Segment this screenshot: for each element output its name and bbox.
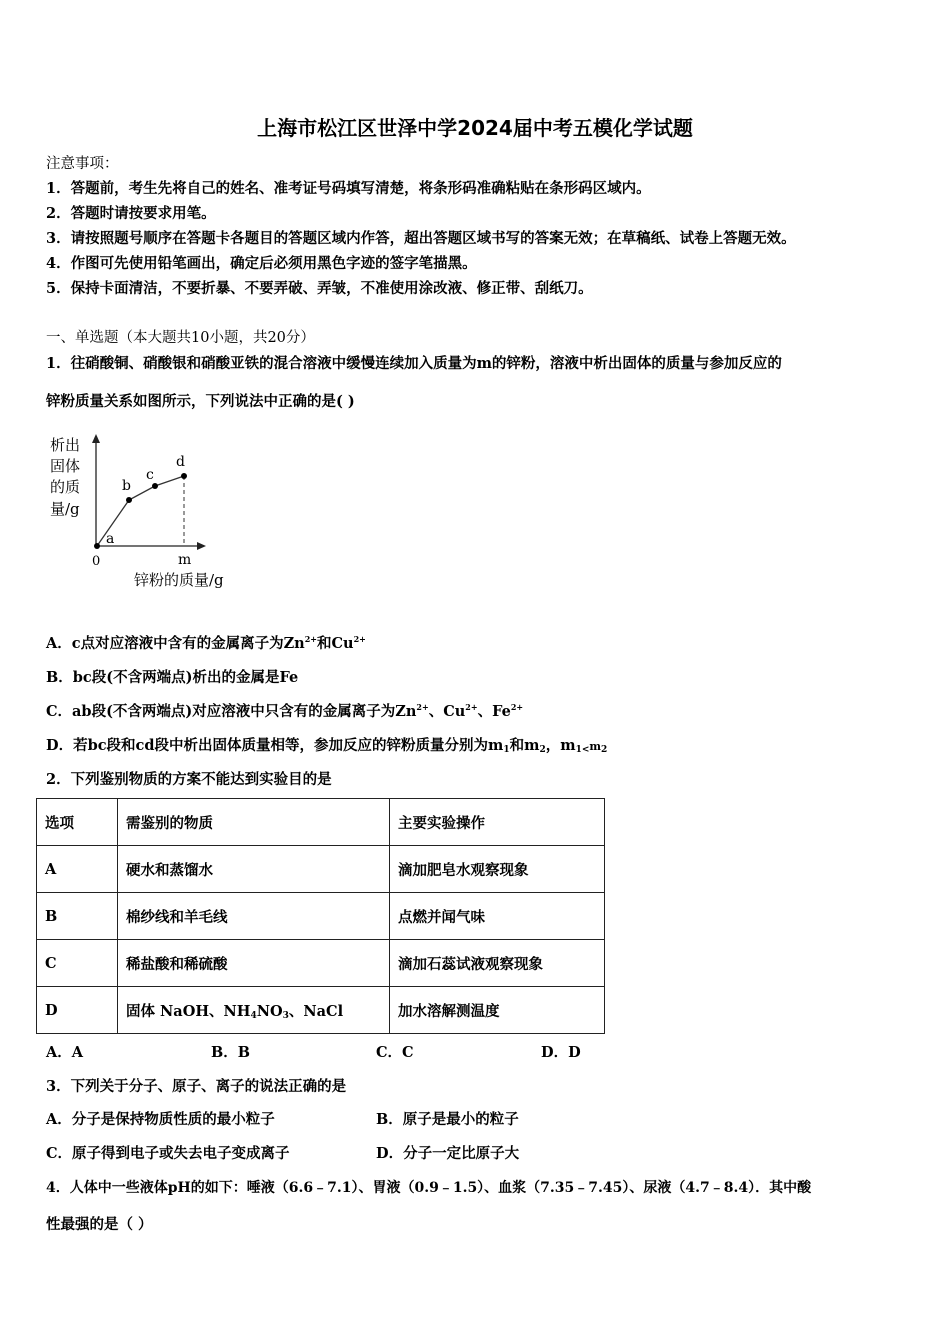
q2-stem: 2．下列鉴别物质的方案不能达到实验目的是 [46, 771, 332, 788]
q1-option-d[interactable]: D．若bc段和cd段中析出固体质量相等，参加反应的锌粉质量分别为$m_1$和$m_2$，$m_{1<}m_2$ [46, 737, 608, 755]
q1-stem-line1: 1．往硝酸铜、硝酸银和硝酸亚铁的混合溶液中缓慢连续加入质量为m的锌粉，溶液中析出固体的质量与参加反应的 [46, 355, 782, 372]
y-label-line: 的质 [50, 478, 81, 496]
y-label-line: 析出 [50, 436, 81, 454]
point-c [152, 483, 158, 489]
note-item: 1．答题前，考生先将自己的姓名、准考证号码填写清楚，将条形码准确粘贴在条形码区域内。 [46, 180, 651, 197]
q3-option-a[interactable]: A．分子是保持物质性质的最小粒子 [46, 1111, 275, 1128]
q1-option-a[interactable]: A．c点对应溶液中含有的金属离子为$Zn^{2+}$和$Cu^{2+}$ [46, 634, 366, 652]
q3-option-b[interactable]: B．原子是最小的粒子 [376, 1111, 519, 1128]
note-item: 2．答题时请按要求用笔。 [46, 205, 216, 222]
note-item: 3．请按照题号顺序在答题卡各题目的答题区域内作答，超出答题区域书写的答案无效；在草稿纸、试卷上答题无效。 [46, 230, 796, 247]
table-row [37, 987, 605, 1034]
q3-option-c[interactable]: C．原子得到电子或失去电子变成离子 [46, 1145, 290, 1162]
table-cell: D [37, 987, 118, 1034]
section-heading: 一、单选题（本大题共10小题，共20分） [46, 330, 315, 346]
x-mark-m: m [178, 552, 192, 568]
table-cell: B [37, 893, 118, 940]
q2-option-a[interactable]: A．A [46, 1044, 84, 1061]
q1-stem-line2: 锌粉质量关系如图所示，下列说法中正确的是( ) [46, 393, 355, 410]
page-title: 上海市松江区世泽中学2024届中考五模化学试题 [257, 116, 693, 140]
q4-stem-line1: 4．人体中一些液体pH的如下：唾液（6.6﹣7.1）、胃液（0.9﹣1.5）、血浆（7.35﹣7.45）、尿液（4.7﹣8.4）．其中酸 [46, 1180, 812, 1196]
table-cell: 点燃并闻气味 [390, 893, 605, 940]
label-a: a [106, 531, 115, 547]
label-d: d [176, 454, 185, 470]
table-cell: 棉纱线和羊毛线 [118, 893, 390, 940]
label-b: b [122, 478, 131, 494]
table-cell: A [37, 846, 118, 893]
table-header-cell: 主要实验操作 [390, 799, 605, 846]
q1-graph [40, 428, 250, 598]
label-c: c [146, 467, 154, 483]
notes-heading: 注意事项： [46, 156, 119, 172]
point-b [126, 497, 132, 503]
y-label-line: 量/g [50, 500, 80, 518]
x-axis-arrow [197, 542, 206, 550]
point-a [94, 543, 100, 549]
y-axis-arrow [92, 434, 100, 443]
q1-option-b[interactable]: B．bc段(不含两端点)析出的金属是Fe [46, 669, 299, 686]
table-cell: 稀盐酸和稀硫酸 [118, 940, 390, 987]
table-cell: 加水溶解测温度 [390, 987, 605, 1034]
q2-option-c[interactable]: C．C [376, 1044, 414, 1061]
table-cell: 固体 NaOH、$NH_4NO_3$、NaCl [118, 987, 390, 1034]
table-row [37, 893, 605, 940]
note-item: 4．作图可先使用铅笔画出，确定后必须用黑色字迹的签字笔描黑。 [46, 255, 477, 272]
origin-label: 0 [92, 554, 101, 569]
q2-option-b[interactable]: B．B [211, 1044, 251, 1061]
table-cell: 滴加肥皂水观察现象 [390, 846, 605, 893]
table-cell: 硬水和蒸馏水 [118, 846, 390, 893]
q2-table [36, 798, 605, 1034]
q4-stem-line2: 性最强的是（ ） [46, 1216, 153, 1233]
note-item: 5．保持卡面清洁，不要折暴、不要弄破、弄皱，不准使用涂改液、修正带、刮纸刀。 [46, 280, 593, 297]
table-cell: C [37, 940, 118, 987]
table-row [37, 940, 605, 987]
table-header-cell: 选项 [37, 799, 118, 846]
table-row [37, 846, 605, 893]
point-d [181, 473, 187, 479]
table-header-cell: 需鉴别的物质 [118, 799, 390, 846]
x-label: 锌粉的质量/g [134, 571, 224, 589]
y-label-line: 固体 [50, 457, 81, 475]
q2-option-d[interactable]: D．D [541, 1044, 581, 1061]
q3-stem: 3．下列关于分子、原子、离子的说法正确的是 [46, 1078, 347, 1095]
table-header-row [37, 799, 605, 846]
q1-option-c[interactable]: C．ab段(不含两端点)对应溶液中只含有的金属离子为$Zn^{2+}$、$Cu^{2+}$、$Fe^{2+}$ [46, 702, 524, 720]
q3-option-d[interactable]: D．分子一定比原子大 [376, 1145, 520, 1162]
table-cell: 滴加石蕊试液观察现象 [390, 940, 605, 987]
